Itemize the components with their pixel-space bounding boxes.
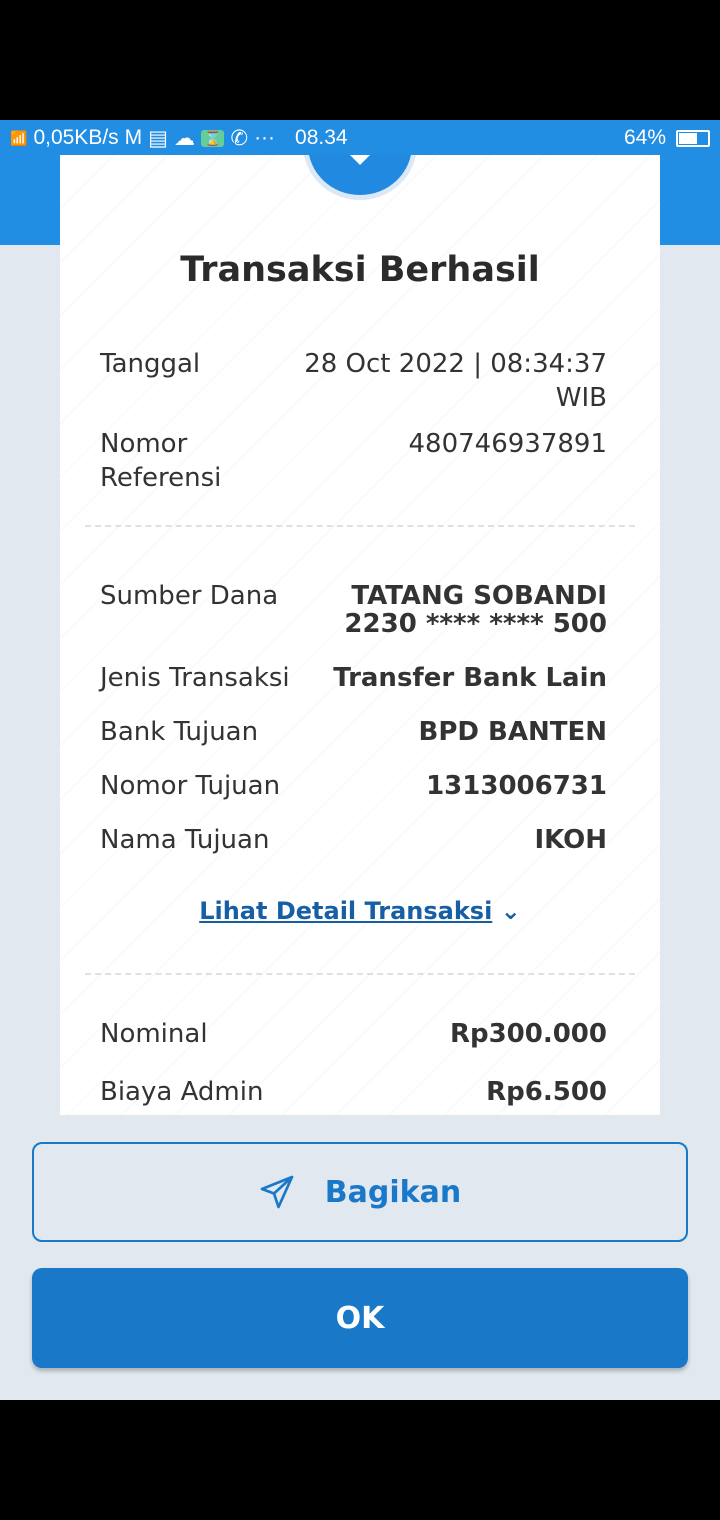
receipt-card — [60, 155, 660, 1115]
detail-link-label[interactable]: Lihat Detail Transaksi — [199, 897, 493, 925]
label: Referensi — [100, 463, 222, 493]
label: Nomor — [100, 429, 188, 459]
label: Biaya Admin — [100, 1077, 264, 1107]
value: Transfer Bank Lain — [333, 663, 607, 693]
row-nominal — [100, 1017, 607, 1051]
row-sumber-dana — [100, 579, 607, 638]
label: Tanggal — [100, 349, 201, 379]
value: Rp6.500 — [486, 1077, 607, 1107]
send-icon — [259, 1174, 295, 1210]
bottom-bezel — [0, 1400, 720, 1520]
page-title: Transaksi Berhasil — [180, 250, 540, 290]
label: Nominal — [100, 1019, 208, 1049]
chevron-down-icon[interactable] — [308, 155, 412, 195]
row-jenis — [100, 661, 607, 695]
share-button[interactable] — [32, 1142, 688, 1242]
detail-link[interactable] — [60, 897, 660, 925]
value: IKOH — [534, 825, 607, 855]
more-icon: ··· — [254, 126, 276, 149]
value: 1313006731 — [426, 771, 607, 801]
ok-button[interactable] — [32, 1268, 688, 1368]
signal-icon: 📶 — [10, 129, 28, 146]
calendar-icon: ▤ — [148, 126, 169, 150]
battery-icon — [676, 130, 710, 147]
status-bar — [0, 120, 720, 156]
app-icon: ⌛ — [201, 130, 224, 147]
row-referensi — [100, 427, 607, 495]
battery-percent: 64% — [623, 126, 666, 149]
divider — [85, 973, 635, 975]
row-nama-tujuan — [100, 823, 607, 857]
whatsapp-icon: ✆ — [230, 126, 249, 150]
value: BPD BANTEN — [418, 717, 607, 747]
share-label: Bagikan — [324, 1174, 462, 1210]
chevron-down-icon: ⌄ — [500, 897, 521, 925]
label: Jenis Transaksi — [100, 663, 290, 693]
gmail-icon: M — [124, 126, 143, 149]
label: Nama Tujuan — [100, 825, 270, 855]
label: Sumber Dana — [100, 581, 279, 611]
value: 480746937891 — [408, 429, 607, 459]
value: Rp300.000 — [449, 1019, 607, 1049]
top-bezel — [0, 0, 720, 120]
clock: 08.34 — [295, 126, 348, 149]
label: Bank Tujuan — [100, 717, 259, 747]
account: 2230 **** **** 500 — [344, 609, 607, 639]
network-speed: 0,05KB/s — [33, 126, 119, 149]
row-tanggal — [100, 347, 607, 415]
value: 28 Oct 2022 | 08:34:37 — [304, 349, 607, 379]
row-bank — [100, 715, 607, 749]
value: TATANG SOBANDI — [351, 581, 607, 611]
label: Nomor Tujuan — [100, 771, 281, 801]
row-admin — [100, 1075, 607, 1109]
cloud-icon: ☁ — [174, 126, 196, 150]
timezone: WIB — [555, 383, 607, 413]
divider — [85, 525, 635, 527]
row-nomor-tujuan — [100, 769, 607, 803]
ok-label: OK — [335, 1300, 385, 1336]
